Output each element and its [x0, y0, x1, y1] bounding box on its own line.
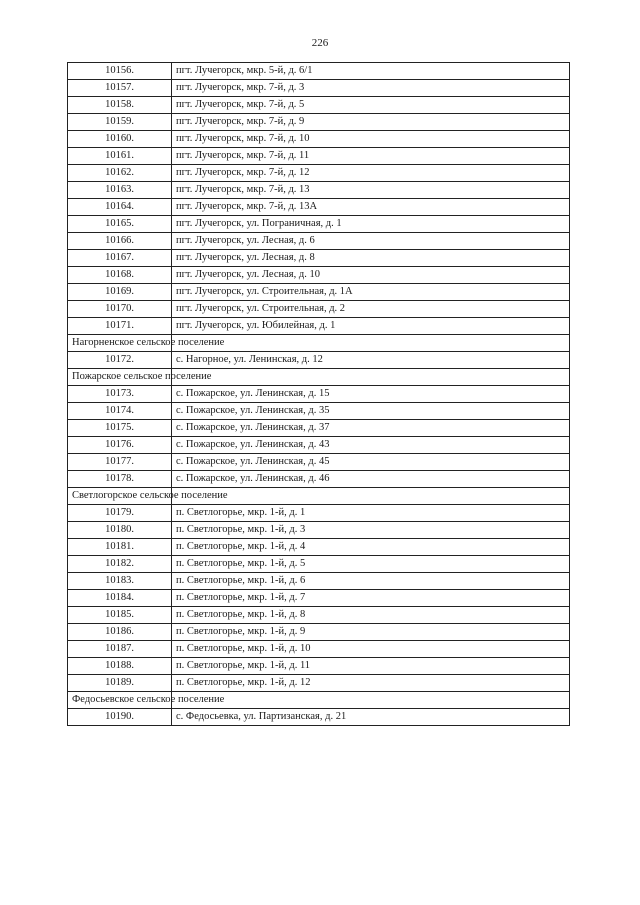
row-address: пгт. Лучегорск, мкр. 7-й, д. 12	[172, 165, 570, 182]
row-address: с. Пожарское, ул. Ленинская, д. 43	[172, 437, 570, 454]
table-row	[68, 250, 570, 267]
row-address: п. Светлогорье, мкр. 1-й, д. 5	[172, 556, 570, 573]
row-address: пгт. Лучегорск, мкр. 7-й, д. 9	[172, 114, 570, 131]
row-address: с. Пожарское, ул. Ленинская, д. 37	[172, 420, 570, 437]
row-number: 10188.	[68, 658, 172, 675]
row-address: пгт. Лучегорск, мкр. 7-й, д. 10	[172, 131, 570, 148]
section-name: Пожарское сельское поселение	[68, 369, 172, 386]
row-number: 10159.	[68, 114, 172, 131]
row-number: 10163.	[68, 182, 172, 199]
row-address: п. Светлогорье, мкр. 1-й, д. 9	[172, 624, 570, 641]
row-number: 10179.	[68, 505, 172, 522]
row-number: 10187.	[68, 641, 172, 658]
row-number: 10189.	[68, 675, 172, 692]
row-number: 10171.	[68, 318, 172, 335]
row-number: 10175.	[68, 420, 172, 437]
section-empty-cell	[172, 335, 570, 352]
row-number: 10182.	[68, 556, 172, 573]
table-row	[68, 63, 570, 80]
table-row	[68, 284, 570, 301]
row-number: 10166.	[68, 233, 172, 250]
row-address: пгт. Лучегорск, ул. Лесная, д. 6	[172, 233, 570, 250]
row-number: 10178.	[68, 471, 172, 488]
row-address: пгт. Лучегорск, ул. Лесная, д. 8	[172, 250, 570, 267]
row-number: 10170.	[68, 301, 172, 318]
section-name: Федосьевское сельское поселение	[68, 692, 172, 709]
row-number: 10186.	[68, 624, 172, 641]
row-number: 10172.	[68, 352, 172, 369]
table-row	[68, 352, 570, 369]
row-number: 10158.	[68, 97, 172, 114]
row-address: пгт. Лучегорск, ул. Пограничная, д. 1	[172, 216, 570, 233]
address-table	[67, 62, 570, 726]
section-name: Нагорненское сельское поселение	[68, 335, 172, 352]
address-table-body	[68, 63, 570, 726]
table-row	[68, 233, 570, 250]
table-row	[68, 420, 570, 437]
row-number: 10177.	[68, 454, 172, 471]
row-address: с. Федосьевка, ул. Партизанская, д. 21	[172, 709, 570, 726]
row-address: п. Светлогорье, мкр. 1-й, д. 4	[172, 539, 570, 556]
row-address: п. Светлогорье, мкр. 1-й, д. 8	[172, 607, 570, 624]
row-address: пгт. Лучегорск, ул. Строительная, д. 1А	[172, 284, 570, 301]
section-row	[68, 692, 570, 709]
row-address: с. Пожарское, ул. Ленинская, д. 46	[172, 471, 570, 488]
row-address: пгт. Лучегорск, мкр. 7-й, д. 11	[172, 148, 570, 165]
row-address: пгт. Лучегорск, ул. Юбилейная, д. 1	[172, 318, 570, 335]
row-number: 10161.	[68, 148, 172, 165]
row-address: п. Светлогорье, мкр. 1-й, д. 12	[172, 675, 570, 692]
table-row	[68, 471, 570, 488]
row-address: п. Светлогорье, мкр. 1-й, д. 1	[172, 505, 570, 522]
row-address: с. Пожарское, ул. Ленинская, д. 35	[172, 403, 570, 420]
section-empty-cell	[172, 488, 570, 505]
row-address: с. Пожарское, ул. Ленинская, д. 45	[172, 454, 570, 471]
table-row	[68, 165, 570, 182]
row-address: п. Светлогорье, мкр. 1-й, д. 11	[172, 658, 570, 675]
section-row	[68, 335, 570, 352]
row-number: 10168.	[68, 267, 172, 284]
table-row	[68, 624, 570, 641]
row-number: 10169.	[68, 284, 172, 301]
table-row	[68, 97, 570, 114]
row-number: 10160.	[68, 131, 172, 148]
table-row	[68, 267, 570, 284]
table-row	[68, 80, 570, 97]
table-row	[68, 607, 570, 624]
row-number: 10157.	[68, 80, 172, 97]
row-number: 10180.	[68, 522, 172, 539]
row-address: с. Нагорное, ул. Ленинская, д. 12	[172, 352, 570, 369]
table-row	[68, 556, 570, 573]
table-row	[68, 131, 570, 148]
section-row	[68, 369, 570, 386]
table-row	[68, 182, 570, 199]
table-row	[68, 318, 570, 335]
row-address: п. Светлогорье, мкр. 1-й, д. 7	[172, 590, 570, 607]
row-address: пгт. Лучегорск, мкр. 7-й, д. 13	[172, 182, 570, 199]
row-address: п. Светлогорье, мкр. 1-й, д. 6	[172, 573, 570, 590]
row-address: пгт. Лучегорск, мкр. 7-й, д. 3	[172, 80, 570, 97]
row-address: пгт. Лучегорск, мкр. 5-й, д. 6/1	[172, 63, 570, 80]
row-number: 10190.	[68, 709, 172, 726]
table-row	[68, 199, 570, 216]
page-number: 226	[311, 37, 329, 49]
row-number: 10185.	[68, 607, 172, 624]
row-address: с. Пожарское, ул. Ленинская, д. 15	[172, 386, 570, 403]
table-row	[68, 505, 570, 522]
table-row	[68, 522, 570, 539]
row-number: 10156.	[68, 63, 172, 80]
table-row	[68, 641, 570, 658]
table-row	[68, 148, 570, 165]
row-address: пгт. Лучегорск, ул. Лесная, д. 10	[172, 267, 570, 284]
row-number: 10174.	[68, 403, 172, 420]
table-row	[68, 658, 570, 675]
table-row	[68, 403, 570, 420]
row-address: п. Светлогорье, мкр. 1-й, д. 3	[172, 522, 570, 539]
row-number: 10164.	[68, 199, 172, 216]
section-row	[68, 488, 570, 505]
row-number: 10167.	[68, 250, 172, 267]
table-row	[68, 539, 570, 556]
row-number: 10181.	[68, 539, 172, 556]
row-number: 10165.	[68, 216, 172, 233]
row-number: 10173.	[68, 386, 172, 403]
table-row	[68, 386, 570, 403]
row-address: п. Светлогорье, мкр. 1-й, д. 10	[172, 641, 570, 658]
row-number: 10162.	[68, 165, 172, 182]
row-address: пгт. Лучегорск, мкр. 7-й, д. 13А	[172, 199, 570, 216]
table-row	[68, 114, 570, 131]
row-number: 10184.	[68, 590, 172, 607]
row-address: пгт. Лучегорск, ул. Строительная, д. 2	[172, 301, 570, 318]
table-row	[68, 573, 570, 590]
table-row	[68, 216, 570, 233]
row-address: пгт. Лучегорск, мкр. 7-й, д. 5	[172, 97, 570, 114]
table-row	[68, 437, 570, 454]
section-name: Светлогорское сельское поселение	[68, 488, 172, 505]
table-row	[68, 675, 570, 692]
section-empty-cell	[172, 692, 570, 709]
section-empty-cell	[172, 369, 570, 386]
row-number: 10176.	[68, 437, 172, 454]
table-row	[68, 301, 570, 318]
table-row	[68, 590, 570, 607]
table-row	[68, 709, 570, 726]
table-row	[68, 454, 570, 471]
row-number: 10183.	[68, 573, 172, 590]
